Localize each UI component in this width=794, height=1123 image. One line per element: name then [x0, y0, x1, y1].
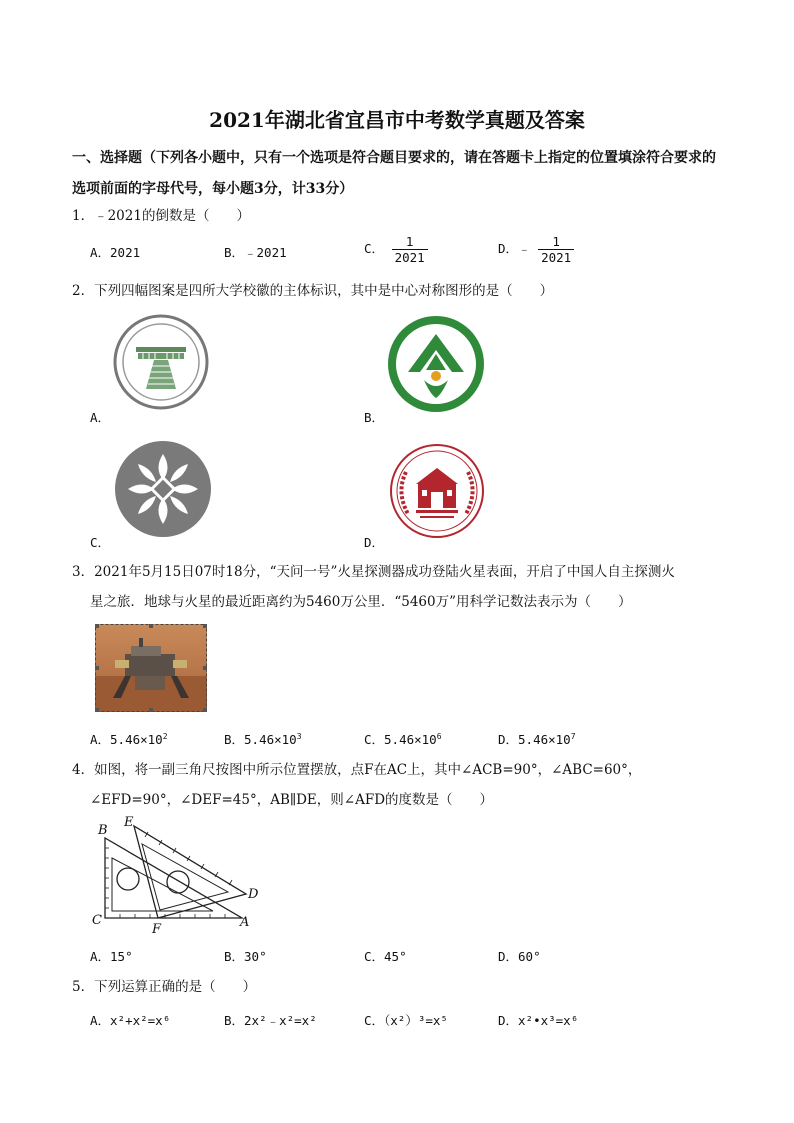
q1-option-d [498, 234, 574, 265]
q1-stem: 1．﹣2021的倒数是（ ） [72, 208, 250, 224]
q1-c-numerator: 1 [392, 234, 428, 250]
q2-option-d: D． [364, 535, 385, 550]
q1-option-d-prefix: D．﹣ [498, 241, 531, 256]
q3-option-d [498, 730, 576, 748]
q1-option-c [364, 234, 428, 265]
q2-option-a: A． [90, 410, 111, 425]
university-logo-d-icon [386, 442, 488, 540]
q2-option-b: B． [364, 410, 385, 425]
q1-option-c-prefix: C． [364, 241, 385, 256]
q3-option-c-exponent: 6 [436, 731, 442, 741]
q4-option-b: B．30° [224, 949, 267, 964]
q3-option-b-base: B．5.46×10 [224, 732, 297, 747]
q2-stem: 2．下列四幅图案是四所大学校徽的主体标识，其中是中心对称图形的是（ ） [72, 283, 554, 299]
q3-option-d-base: D．5.46×10 [498, 732, 571, 747]
page-title: 2021年湖北省宜昌市中考数学真题及答案 [209, 108, 585, 132]
label-f: F [152, 922, 162, 937]
q5-stem: 5．下列运算正确的是（ ） [72, 979, 257, 995]
q3-option-b [224, 730, 302, 748]
label-b: B [98, 823, 108, 838]
mars-rover-photo [95, 624, 207, 712]
q1-d-denominator: 2021 [541, 250, 572, 265]
q1-option-c-fraction [392, 234, 428, 265]
section-header-line1: 一、选择题（下列各小题中，只有一个选项是符合题目要求的，请在答题卡上指定的位置填涂符合要求的 [72, 150, 716, 166]
q3-line2: 星之旅．地球与火星的最近距离约为5460万公里．“5460万”用科学记数法表示为（ ） [90, 594, 632, 610]
q3-option-d-exponent: 7 [570, 731, 576, 741]
q1-option-a: A．2021 [90, 245, 141, 260]
university-logo-c-icon [112, 440, 214, 538]
label-a: A [240, 915, 250, 930]
section-header-line2: 选项前面的字母代号，每小题3分，计33分） [72, 181, 354, 197]
q3-option-a-base: A．5.46×10 [90, 732, 163, 747]
q1-option-b: B．﹣2021 [224, 245, 287, 260]
q3-option-a-exponent: 2 [162, 731, 168, 741]
q1-option-d-fraction [538, 234, 574, 265]
q5-option-d: D．x²•x³=x⁶ [498, 1013, 579, 1028]
label-d: D [248, 887, 259, 902]
q5-option-b: B．2x²﹣x²=x² [224, 1013, 317, 1028]
q1-c-denominator: 2021 [394, 250, 425, 265]
q4-line2: ∠EFD=90°，∠DEF=45°，AB∥DE，则∠AFD的度数是（ ） [90, 792, 494, 808]
q3-option-c-base: C．5.46×10 [364, 732, 437, 747]
q3-option-c [364, 730, 442, 748]
university-logo-b-icon [386, 314, 486, 414]
q4-option-d: D．60° [498, 949, 541, 964]
q3-line1: 3．2021年5月15日07时18分，“天问一号”火星探测器成功登陆火星表面，开启了中国人自主探测火 [72, 564, 675, 580]
triangle-rulers-diagram [90, 814, 270, 938]
q4-line1: 4．如图，将一副三角尺按图中所示位置摆放，点F在AC上，其中∠ACB=90°，∠ABC=60°， [72, 762, 642, 778]
q4-option-a: A．15° [90, 949, 133, 964]
q1-d-numerator: 1 [538, 234, 574, 250]
q2-option-c: C． [90, 535, 111, 550]
q5-option-a: A．x²+x²=x⁶ [90, 1013, 171, 1028]
label-e: E [124, 815, 134, 830]
label-c: C [92, 913, 102, 928]
university-logo-a-icon [112, 313, 210, 411]
q3-option-b-exponent: 3 [296, 731, 302, 741]
q4-option-c: C．45° [364, 949, 407, 964]
q5-option-c: C．（x²）³=x⁵ [364, 1013, 448, 1028]
q3-option-a [90, 730, 168, 748]
